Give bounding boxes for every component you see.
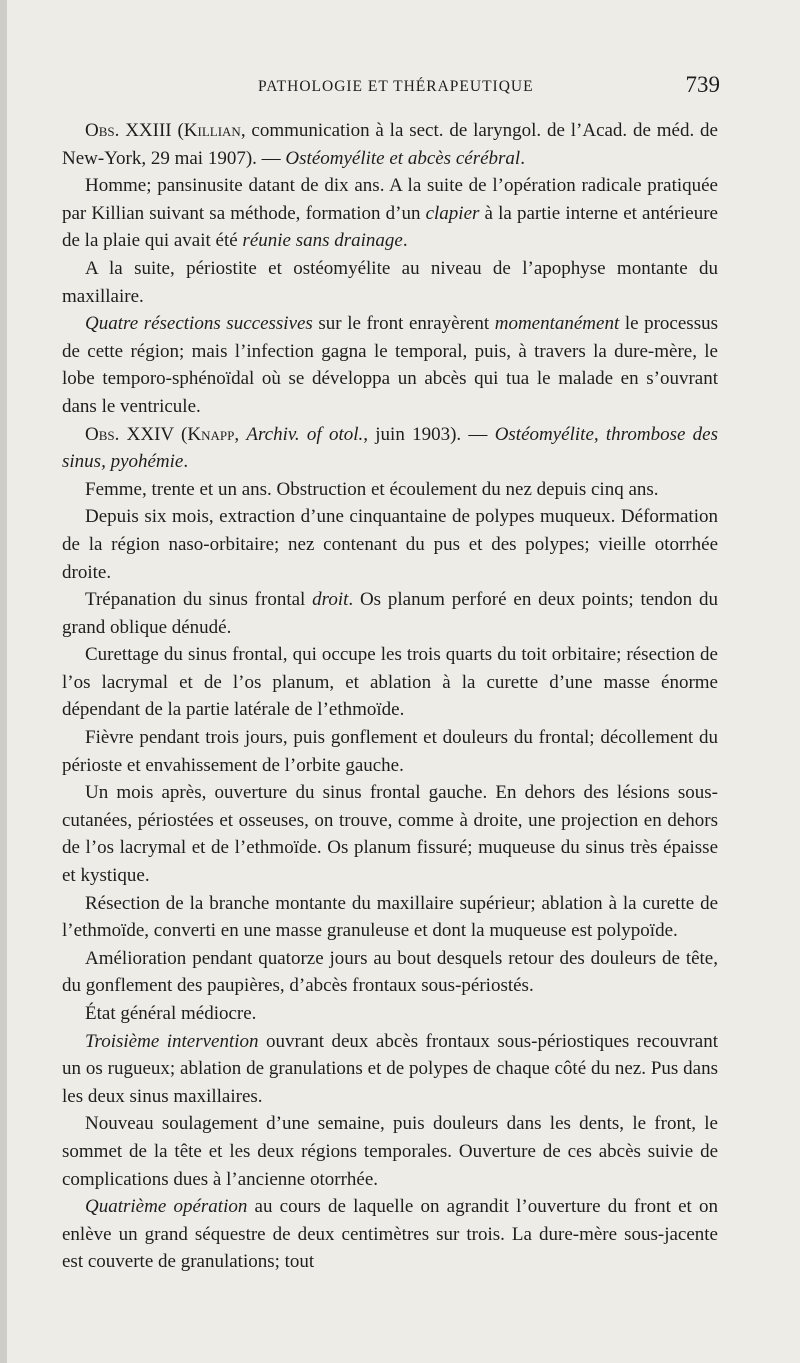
italic-text: Troisième intervention xyxy=(85,1030,259,1052)
small-caps-text: Knapp xyxy=(187,423,235,445)
text-run: Amélioration pendant quatorze jours au bout desquels retour des douleurs de tête, du gonflement des paupières, d’abcès frontaux sous-périostés. xyxy=(62,947,718,997)
text-run: , juin 1903). — xyxy=(363,423,495,445)
small-caps-text: Killian xyxy=(183,120,241,141)
running-head: PATHOLOGIE ET THÉRAPEUTIQUE xyxy=(258,78,534,95)
page-number: 739 xyxy=(685,72,720,97)
text-run: Nouveau soulagement d’une semaine, puis douleurs dans les dents, le front, le sommet de la tête et les deux régions temporales. Ouverture de ces abcès suivie de complications dues à l’ancienne otorrhée. xyxy=(62,1113,718,1190)
paragraph xyxy=(62,117,718,172)
text-run: Curettage du sinus frontal, qui occupe les trois quarts du toit orbitaire; résection de l’os lacrymal et de l’os planum, et ablation à la curette d’une masse énorme dépendant de la partie latérale de l’ethmoïde. xyxy=(62,644,718,721)
paragraph xyxy=(62,779,718,889)
paragraph xyxy=(62,586,718,641)
italic-text: Quatre résections successives xyxy=(85,313,313,335)
text-run: au cours de laquelle on agrandit l’ouverture du front et on enlève un grand séquestre de deux centimètres sur trois. La dure-mère sous-jacente est couverte de granulations; tout xyxy=(62,1196,718,1273)
text-run: . xyxy=(520,147,525,169)
text-run: . XXIII ( xyxy=(114,120,184,141)
text-run: Trépanation du sinus frontal xyxy=(85,589,313,611)
text-run: État général médiocre. xyxy=(85,1003,257,1024)
paragraph xyxy=(62,1000,718,1028)
text-run: A la suite, périostite et ostéomyélite au niveau de l’apophyse montante du maxillaire. xyxy=(62,257,718,307)
text-run: Un mois après, ouverture du sinus frontal gauche. En dehors des lésions sous-cutanées, périostées et osseuses, on trouve, comme à droite, une projection en dehors de l’os lacrymal et de l’ethmoïde. Os planum fissuré; muqueuse du sinus très épaisse et kystique. xyxy=(62,782,718,887)
paragraph xyxy=(62,1028,718,1111)
text-run: Femme, trente et un ans. Obstruction et écoulement du nez depuis cinq ans. xyxy=(85,478,659,500)
text-run: Homme; pansinusite datant de dix ans. A la suite de l’opération radicale pratiquée par Killian suivant sa méthode, formation d’un xyxy=(62,175,718,224)
paragraph xyxy=(62,255,718,310)
text-run: ouvrant deux abcès frontaux sous-périostiques recouvrant un os rugueux; ablation de granulations et de polypes de chaque côté du nez. Pus dans les deux sinus maxillaires. xyxy=(62,1030,719,1107)
italic-text: momentanément xyxy=(494,313,620,335)
text-run: à la partie interne et antérieure de la plaie qui avait été xyxy=(62,202,718,252)
text-run: . xyxy=(183,451,189,473)
italic-text: droit xyxy=(312,589,349,611)
italic-text: Quatrième opération xyxy=(85,1196,248,1218)
paragraph xyxy=(62,503,718,586)
italic-text: Ostéomyélite et abcès cérébral xyxy=(285,147,521,169)
text-run: , communication à la sect. de laryngol. de l’Acad. de méd. de New-York, 29 mai 1907). — xyxy=(62,120,718,169)
page-header xyxy=(62,72,720,106)
small-caps-text: Obs xyxy=(85,120,115,141)
italic-text: Archiv. of otol. xyxy=(246,423,364,445)
paragraph xyxy=(62,945,718,1000)
text-run: le processus de cette région; mais l’infection gagna le temporal, puis, à travers la dure-mère, le lobe temporo-sphénoïdal où se développa un abcès qui tua le malade en s’ouvrant dans le ventricule. xyxy=(62,313,718,417)
paragraph xyxy=(62,1110,718,1193)
text-run: . XXIV ( xyxy=(114,423,188,445)
italic-text: clapier xyxy=(425,202,480,224)
italic-text: réunie sans drainage xyxy=(242,230,403,252)
paragraph xyxy=(62,310,718,420)
paragraph xyxy=(62,172,718,255)
text-run: sur le front enrayèrent xyxy=(312,313,495,335)
paragraph xyxy=(62,421,718,476)
page-body xyxy=(62,117,718,1276)
text-run: , xyxy=(234,423,247,445)
paragraph xyxy=(62,890,718,945)
page-binding-edge xyxy=(0,0,7,1363)
paragraph xyxy=(62,724,718,779)
text-run: . xyxy=(402,230,408,252)
italic-text: Ostéomyélite, thrombose des sinus, pyohémie xyxy=(62,423,718,473)
small-caps-text: Obs xyxy=(85,423,115,445)
text-run: Fièvre pendant trois jours, puis gonflement et douleurs du frontal; décollement du périoste et envahissement de l’orbite gauche. xyxy=(62,727,718,776)
text-run: . Os planum perforé en deux points; tendon du grand oblique dénudé. xyxy=(62,589,718,638)
paragraph xyxy=(62,476,718,504)
paragraph xyxy=(62,1193,718,1276)
paragraph xyxy=(62,641,718,724)
text-run: Depuis six mois, extraction d’une cinquantaine de polypes muqueux. Déformation de la région naso-orbitaire; nez contenant du pus et des polypes; vieille otorrhée droite. xyxy=(62,506,718,583)
text-run: Résection de la branche montante du maxillaire supérieur; ablation à la curette de l’ethmoïde, converti en une masse granuleuse et dont la muqueuse est polypoïde. xyxy=(62,892,718,942)
